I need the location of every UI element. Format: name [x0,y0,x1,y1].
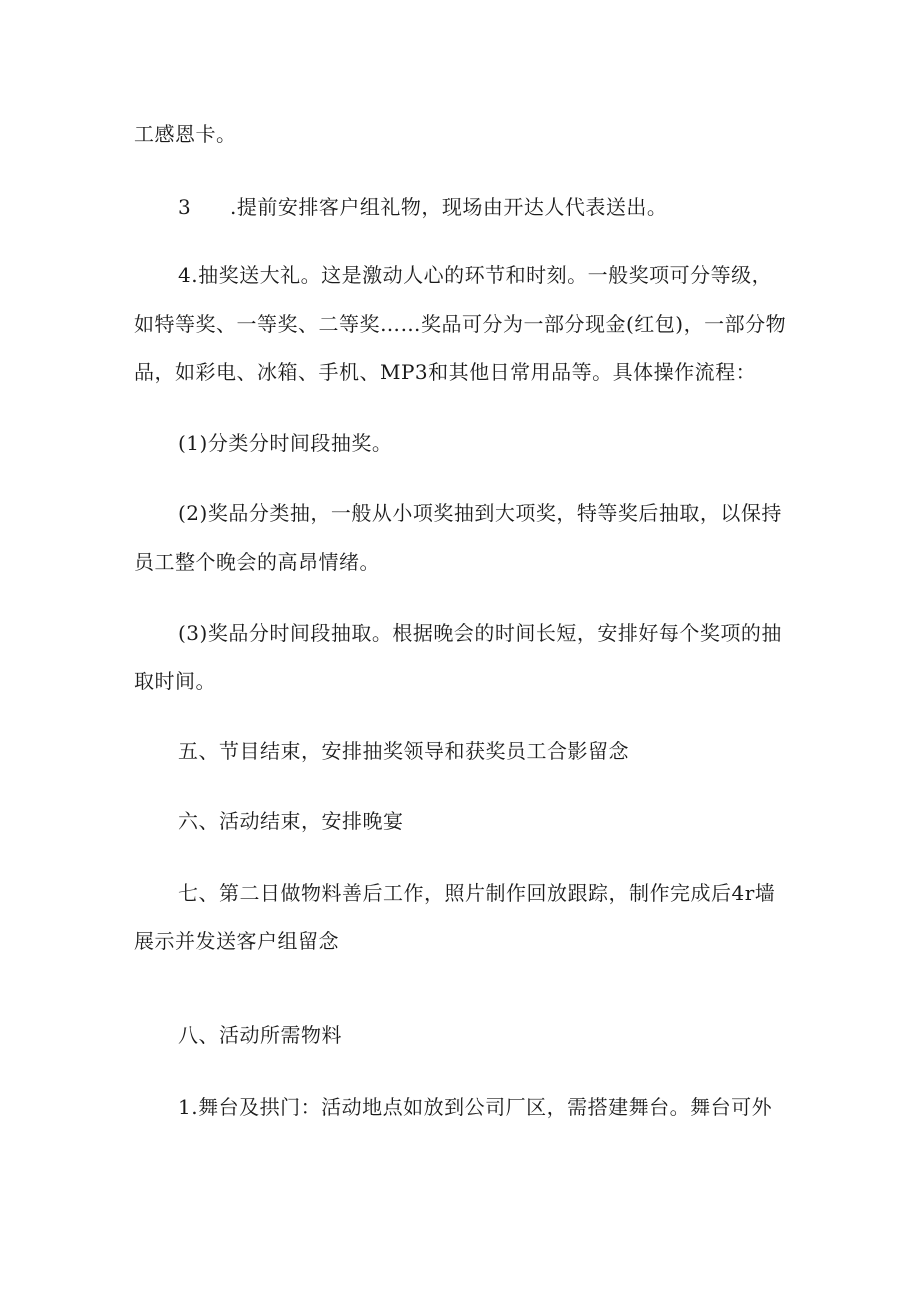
text-line-sub-2-start: (2)奖品分类抽，一般从小项奖抽到大项奖，特等奖后抽取，以保持 [178,501,782,525]
text-line-continuation: 工感恩卡。 [134,122,237,146]
item-number: 3 [178,195,192,219]
section-heading-eight: 八、活动所需物料 [178,1023,342,1047]
text-line-sub-3-start: (3)奖品分时间段抽取。根据晚会的时间长短，安排好每个奖项的抽 [178,621,782,645]
text-line-item-3 [178,194,667,220]
text-line-sub-1: (1)分类分时间段抽奖。 [178,431,393,455]
section-heading-six: 六、活动结束，安排晚宴 [178,809,404,833]
section-heading-five: 五、节目结束，安排抽奖领导和获奖员工合影留念 [178,739,629,763]
text-line-item-4-cont-2: 品，如彩电、冰箱、手机、MP3和其他日常用品等。具体操作流程： [134,360,757,384]
text-line-item-4-start: 4.抽奖送大礼。这是激动人心的环节和时刻。一般奖项可分等级， [178,263,773,287]
item-text: .提前安排客户组礼物，现场由开达人代表送出。 [230,195,668,219]
section-heading-seven: 七、第二日做物料善后工作，照片制作回放跟踪，制作完成后4r墙 [178,881,776,905]
text-line-materials-1: 1.舞台及拱门：活动地点如放到公司厂区，需搭建舞台。舞台可外 [178,1095,773,1119]
section-seven-cont: 展示并发送客户组留念 [134,929,339,953]
text-line-item-4-cont-1: 如特等奖、一等奖、二等奖……奖品可分为一部分现金(红包)，一部分物 [134,312,787,336]
text-line-sub-3-cont: 取时间。 [134,669,216,693]
text-line-sub-2-cont: 员工整个晚会的高昂情绪。 [134,550,380,574]
